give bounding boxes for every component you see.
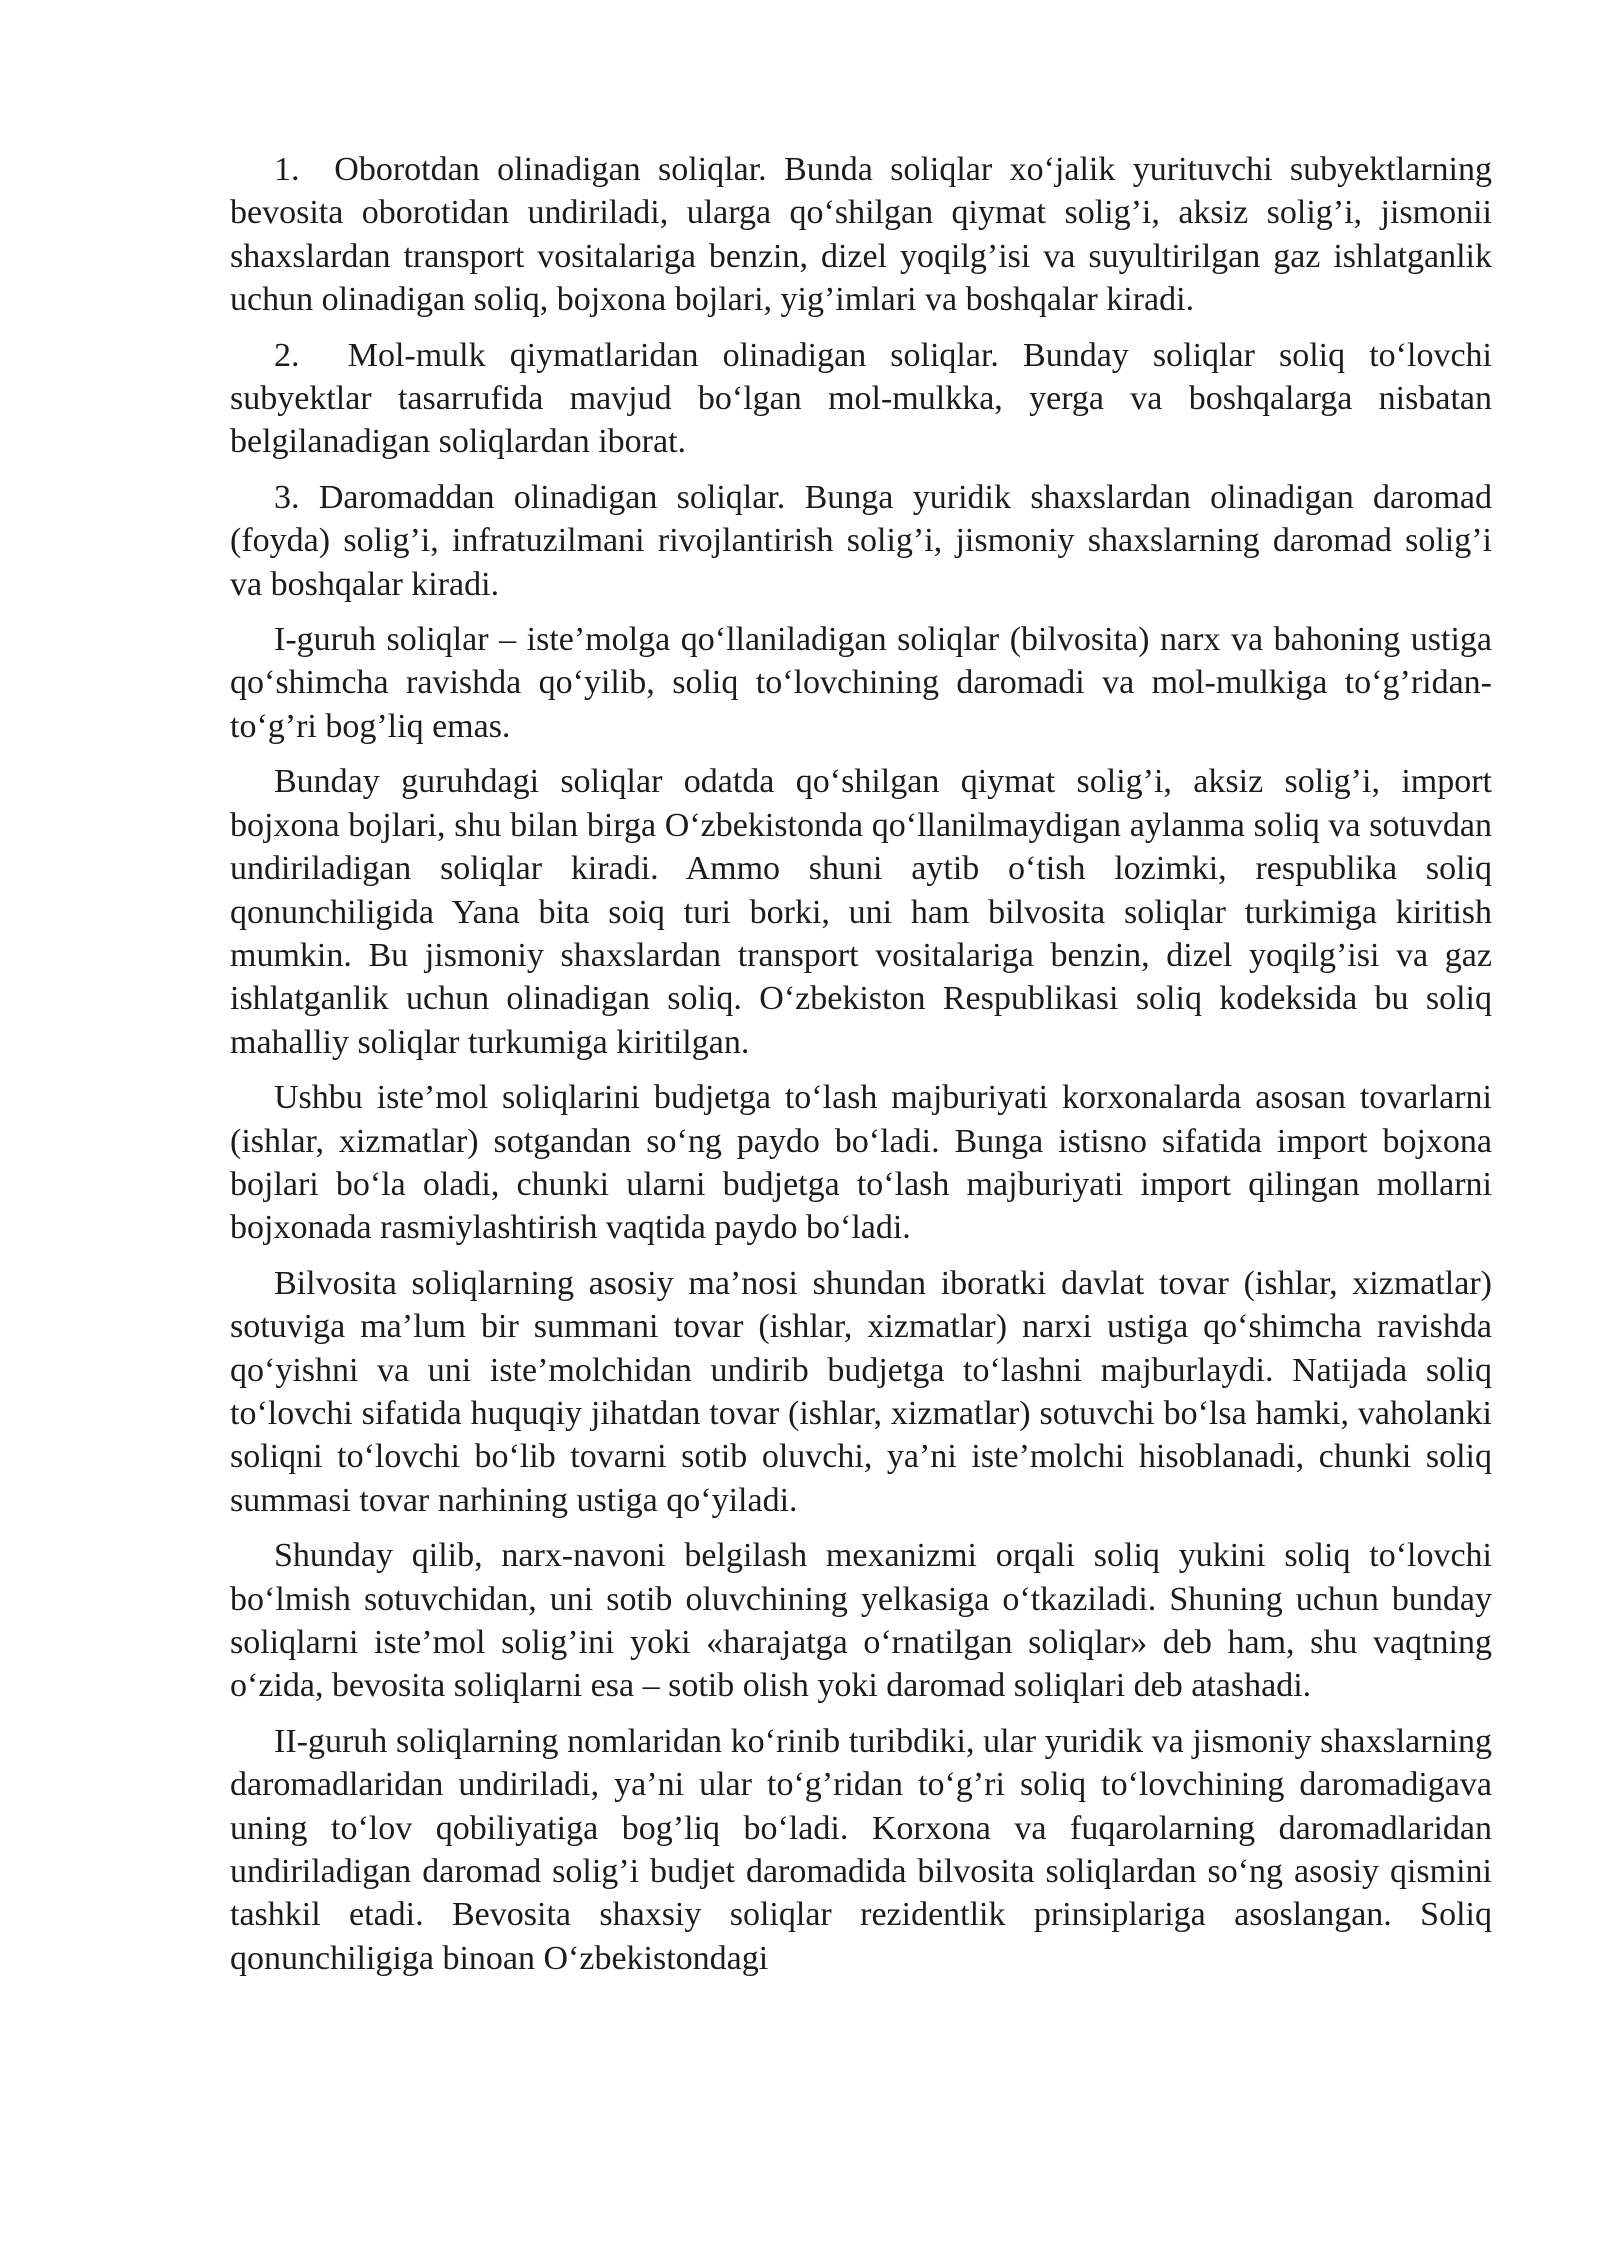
paragraph-turnover-taxes: 1. Oborotdan olinadigan soliqlar. Bunda soliqlar xo‘jalik yurituvchi subyektlarning bevosita oborotidan undiriladi, ularga qo‘shilgan qiymat solig’i, aksiz solig’i, jismonii shaxslardan transport vositalariga benzin, dizel yoqilg’isi va suyultirilgan gaz ishlatganlik uchun olinadigan soliq, bojxona bojlari, yig’imlari va boshqalar kiradi. (230, 151, 1492, 319)
paragraph-income-taxes: 3. Daromaddan olinadigan soliqlar. Bunga yuridik shaxslardan olinadigan daromad (foyda) solig’i, infratuzilmani rivojlantirish solig’i, jismoniy shaxslarning daromad solig’i va boshqalar kiradi. (230, 478, 1492, 603)
paragraph-consumption-taxes: Ushbu iste’mol soliqlarini budjetga to‘lash majburiyati korxonalarda asosan tovarlarni (ishlar, xizmatlar) sotgandan so‘ng paydo bo‘ladi. Bunga istisno sifatida import bojxona bojlari bo‘la oladi, chunki ularni budjetga to‘lash majburiyati import qilingan mollarni bojxonada rasmiylashtirish vaqtida paydo bo‘ladi. (230, 1079, 1492, 1247)
paragraph-group-two-taxes: II-guruh soliqlarning nomlaridan ko‘rinib turibdiki, ular yuridik va jismoniy shaxslarning daromadlaridan undiriladi, ya’ni ular to‘g’ridan to‘g’ri soliq to‘lovchining daromadigava uning to‘lov qobiliyatiga bog’liq bo‘ladi. Korxona va fuqarolarning daromadlaridan undiriladigan daromad solig’i budjet daromadida bilvosita soliqlardan so‘ng asosiy qismini tashkil etadi. Bevosita shaxsiy soliqlar rezidentlik prinsiplariga asoslangan. Soliq qonunchiligiga binoan O‘zbekistondagi (230, 1722, 1492, 1977)
paragraph-group-one-taxes: I-guruh soliqlar – iste’molga qo‘llaniladigan soliqlar (bilvosita) narx va bahoning ustiga qo‘shimcha ravishda qo‘yilib, soliq to‘lovchining daromadi va mol-mulkiga to‘g’ridan-to‘g’ri bog’liq emas. (230, 621, 1492, 745)
paragraph-group-composition: Bunday guruhdagi soliqlar odatda qo‘shilgan qiymat solig’i, aksiz solig’i, import bojxona bojlari, shu bilan birga O‘zbekistonda qo‘llanilmaydigan aylanma soliq va sotuvdan undiriladigan soliqlar kiradi. Ammo shuni aytib o‘tish lozimki, respublika soliq qonunchiligida Yana bita soiq turi borki, uni ham bilvosita soliqlar turkimiga kiritish mumkin. Bu jismoniy shaxslardan transport vositalariga benzin, dizel yoqilg’isi va gaz ishlatganlik uchun olinadigan soliq. O‘zbekiston Respublikasi soliq kodeksida bu soliq mahalliy soliqlar turkumiga kiritilgan. (230, 763, 1492, 1061)
paragraph-tax-burden-shift: Shunday qilib, narx-navoni belgilash mexanizmi orqali soliq yukini soliq to‘lovchi bo‘lmish sotuvchidan, uni sotib oluvchining yelkasiga o‘tkaziladi. Shuning uchun bunday soliqlarni iste’mol solig’ini yoki «harajatga o‘rnatilgan soliqlar» deb ham, shu vaqtning o‘zida, bevosita soliqlarni esa – sotib olish yoki daromad soliqlari deb atashadi. (230, 1537, 1492, 1705)
paragraph-indirect-taxes-meaning: Bilvosita soliqlarning asosiy ma’nosi shundan iboratki davlat tovar (ishlar, xizmatlar) sotuviga ma’lum bir summani tovar (ishlar, xizmatlar) narxi ustiga qo‘shimcha ravishda qo‘yishni va uni iste’molchidan undirib budjetga to‘lashni majburlaydi. Natijada soliq to‘lovchi sifatida huquqiy jihatdan tovar (ishlar, xizmatlar) sotuvchi bo‘lsa hamki, vaholanki soliqni to‘lovchi bo‘lib tovarni sotib oluvchi, ya’ni iste’molchi hisoblanadi, chunki soliq summasi tovar narhining ustiga qo‘yiladi. (230, 1264, 1492, 1519)
paragraph-property-taxes: 2. Mol-mulk qiymatlaridan olinadigan soliqlar. Bunday soliqlar soliq to‘lovchi subyektlar tasarrufida mavjud bo‘lgan mol-mulkka, yerga va boshqalarga nisbatan belgilanadigan soliqlardan iborat. (230, 336, 1492, 461)
document-page (230, 148, 1492, 1992)
